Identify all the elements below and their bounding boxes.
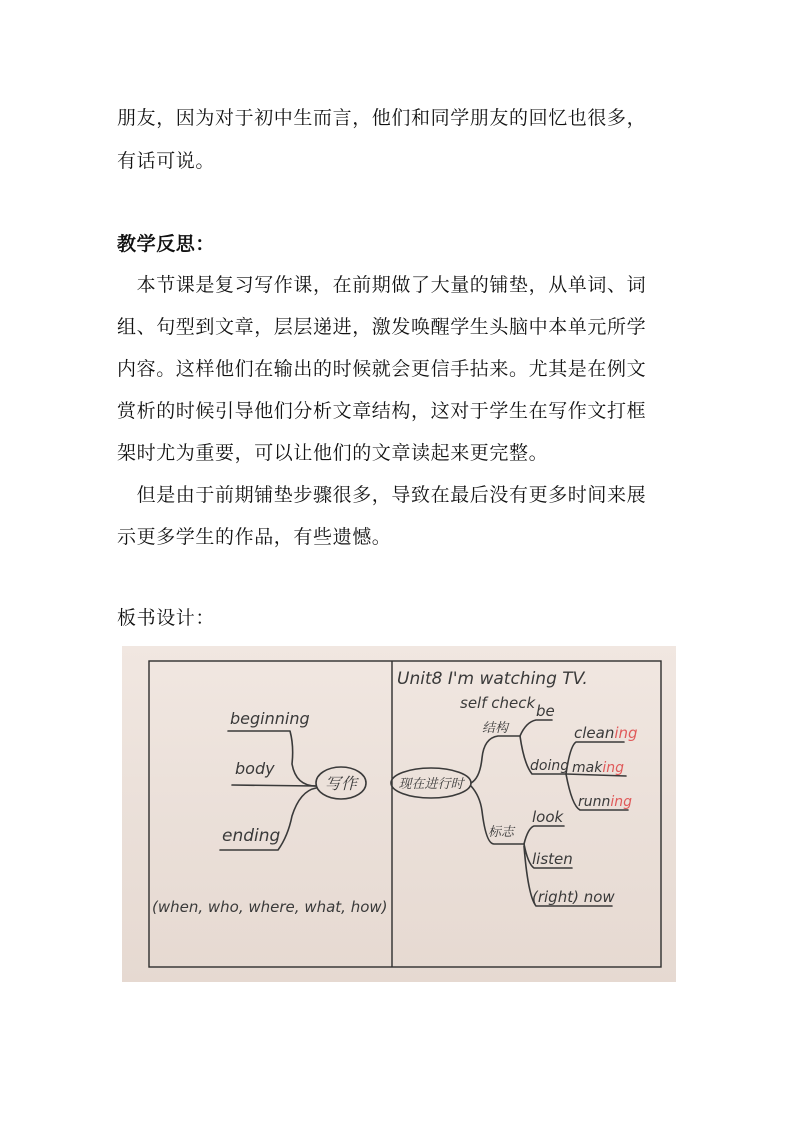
center-label-writing: 写作 [324,774,358,793]
form-runn-ending: ing [610,794,633,810]
form-clean [574,724,638,742]
be-label: be [536,702,555,720]
form-mak [572,760,624,776]
body-line-1: 朋友，因为对于初中生而言，他们和同学朋友的回忆也很多， [117,107,647,129]
question-words-note: (when, who, where, what, how) [152,898,388,916]
reflection-line-3: 内容。这样他们在输出的时候就会更信手拈来。尤其是在例文 [117,358,647,380]
signal-look: look [532,808,564,826]
branch-body: body [235,759,275,778]
branch-beginning: beginning [230,709,310,728]
structure-branch-line [471,736,520,783]
signal-listen: listen [532,850,573,868]
signal-label: 标志 [488,825,515,840]
form-runn-stem: runn [578,794,611,810]
doing-label: doing [530,758,570,774]
unit-subtitle: self check [460,694,536,712]
reflection-line-7: 示更多学生的作品，有些遗憾。 [117,526,392,548]
board-design-heading: 板书设计： [117,607,216,629]
reflection-line-6: 但是由于前期铺垫步骤很多，导致在最后没有更多时间来展 [117,484,647,506]
form-clean-ending: ing [614,724,638,742]
reflection-line-1: 本节课是复习写作课，在前期做了大量的铺垫，从单词、词 [117,274,647,296]
form-clean-stem: clean [574,724,615,742]
reflection-line-5: 架时尤为重要，可以让他们的文章读起来更完整。 [117,442,549,464]
form-runn [578,794,632,810]
signal-line-look [524,826,564,844]
reflection-heading: 教学反思： [117,233,216,255]
branch-ending: ending [222,826,281,846]
branch-line-body [232,785,316,786]
body-line-2: 有话可说。 [117,150,216,172]
form-mak-stem: mak [572,760,603,776]
center-label-tense: 现在进行时 [398,777,464,792]
board-frame [149,661,661,967]
be-line [520,720,552,736]
unit-title: Unit8 I'm watching TV. [397,669,588,689]
reflection-line-4: 赏析的时候引导他们分析文章结构，这对于学生在写作文打框 [117,400,647,422]
form-mak-ending: ing [602,760,624,776]
board-photo [122,646,676,982]
reflection-line-2: 组、句型到文章，层层递进，激发唤醒学生头脑中本单元所学 [117,316,647,338]
signal-right-now: (right) now [532,888,615,906]
board-drawing [122,646,676,982]
structure-label: 结构 [482,721,509,736]
